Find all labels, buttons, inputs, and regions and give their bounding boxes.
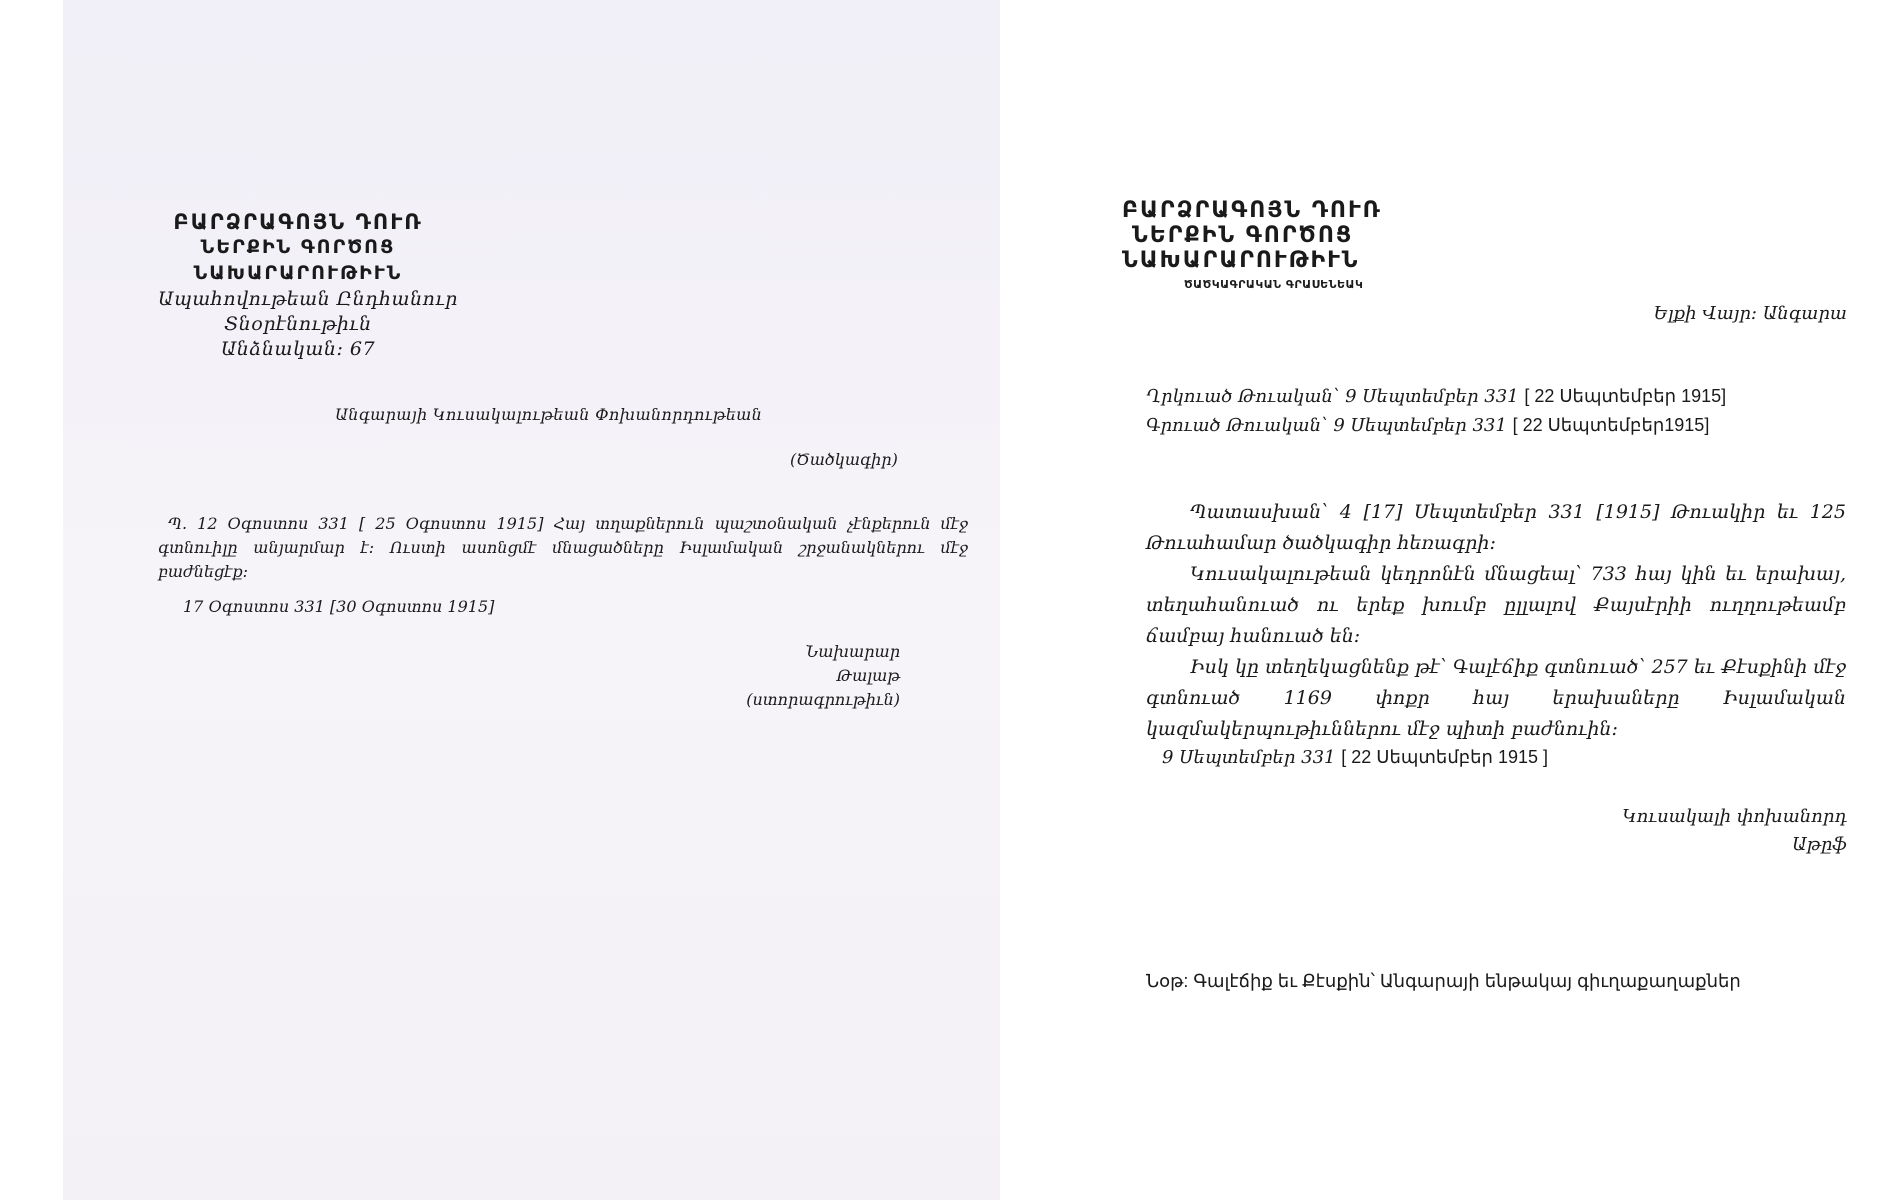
right-body-paragraph-1: Պատասխան՝ 4 [17] Սեպտեմբեր 331 [1915] Թուակիր եւ 125 Թուահամար ծածկագիր հեռագրի: — [1146, 501, 1846, 554]
right-written-bracket: [ 22 Սեպտեմբեր1915] — [1512, 415, 1710, 435]
right-signature-name: Աթըֆ — [1792, 834, 1847, 855]
right-written-date — [1146, 415, 1709, 436]
left-date: 17 Օգոստոս 331 [30 Օգոստոս 1915] — [183, 597, 495, 616]
left-header-line1: ԲԱՐՁՐԱԳՈՅՆ ԴՈՒՌ — [173, 210, 423, 234]
left-doc-type: (Ծածկագիր) — [790, 450, 898, 469]
left-signature-name: Թալաթ — [836, 666, 900, 685]
right-header-line1: ԲԱՐՁՐԱԳՈՅՆ ԴՈՒՌ — [1122, 198, 1382, 223]
left-header-line3: ՆԱԽԱՐԱՐՈՒԹԻՒՆ — [193, 262, 403, 284]
right-body-paragraph-2: Կուսակալութեան կեդրոնէն մնացեալ՝ 733 հայ կին եւ երախայ, տեղահանուած ու երեք խումբ ըլլալով Քայսէրիի ուղղութեամբ ճամբայ հանուած են: — [1146, 563, 1846, 647]
left-signature-note: (ստորագրութիւն) — [746, 690, 900, 709]
left-body-paragraph: Պ. 12 Օգոստոս 331 [ 25 Օգոստոս 1915] Հայ տղաքներուն պաշտօնական չէնքերուն մէջ գտնուիլը անյարմար է: Ուստի ասոնցմէ մնացածները Իսլամական շրջանակներու մէջ բաժնեցէք: — [158, 514, 968, 581]
right-header-subtitle: ԾԱԾԿԱԳՐԱԿԱՆ ԳՐԱՍԵՆԵԱԿ — [1184, 278, 1364, 291]
left-header-line5: Տնօրէնութիւն — [224, 313, 372, 335]
right-header-line3: ՆԱԽԱՐԱՐՈՒԹԻՒՆ — [1122, 248, 1360, 273]
left-addressee: Անգարայի Կուսակալութեան Փոխանորդութեան — [335, 405, 763, 424]
left-header-line4: Ապահովութեան Ընդհանուր — [158, 288, 458, 310]
right-document-page — [1014, 0, 1895, 1200]
right-body — [1146, 497, 1846, 745]
right-written-label: Գրուած Թուական՝ 9 Սեպտեմբեր 331 — [1146, 415, 1507, 436]
left-header-line6: Անձնական: 67 — [220, 338, 376, 360]
right-sent-bracket: [ 22 Սեպտեմբեր 1915] — [1524, 386, 1727, 406]
right-signature-title: Կուսակալի փոխանորդ — [1622, 806, 1847, 827]
right-header-line2: ՆԵՐՔԻՆ ԳՈՐԾՈՑ — [1132, 223, 1354, 248]
right-origin: Ելքի Վայր: Անգարա — [1653, 303, 1847, 324]
left-header-line2: ՆԵՐՔԻՆ ԳՈՐԾՈՑ — [200, 236, 396, 258]
right-footnote: Նօթ: Գալէճիք եւ Քէսքին՝ Անգարայի ենթակայ գիւղաքաղաքներ — [1146, 971, 1741, 991]
right-date-line — [1162, 747, 1548, 768]
right-date-text: 9 Սեպտեմբեր 331 — [1162, 747, 1336, 768]
right-sent-label: Ղրկուած Թուական՝ 9 Սեպտեմբեր 331 — [1146, 386, 1519, 407]
right-body-paragraph-3: Իսկ կը տեղեկացնենք թէ՝ Գալէճիք գտնուած՝ 257 եւ Քէսքինի մէջ գտնուած 1169 փոքր հայ երախաները Իսլամական կազմակերպութիւններու մէջ պիտի բաժնուին: — [1146, 656, 1846, 740]
right-sent-date — [1146, 386, 1726, 407]
left-signature-title: Նախարար — [805, 642, 900, 661]
right-date-bracket: [ 22 Սեպտեմբեր 1915 ] — [1341, 747, 1549, 767]
left-document-page — [63, 0, 1000, 1200]
